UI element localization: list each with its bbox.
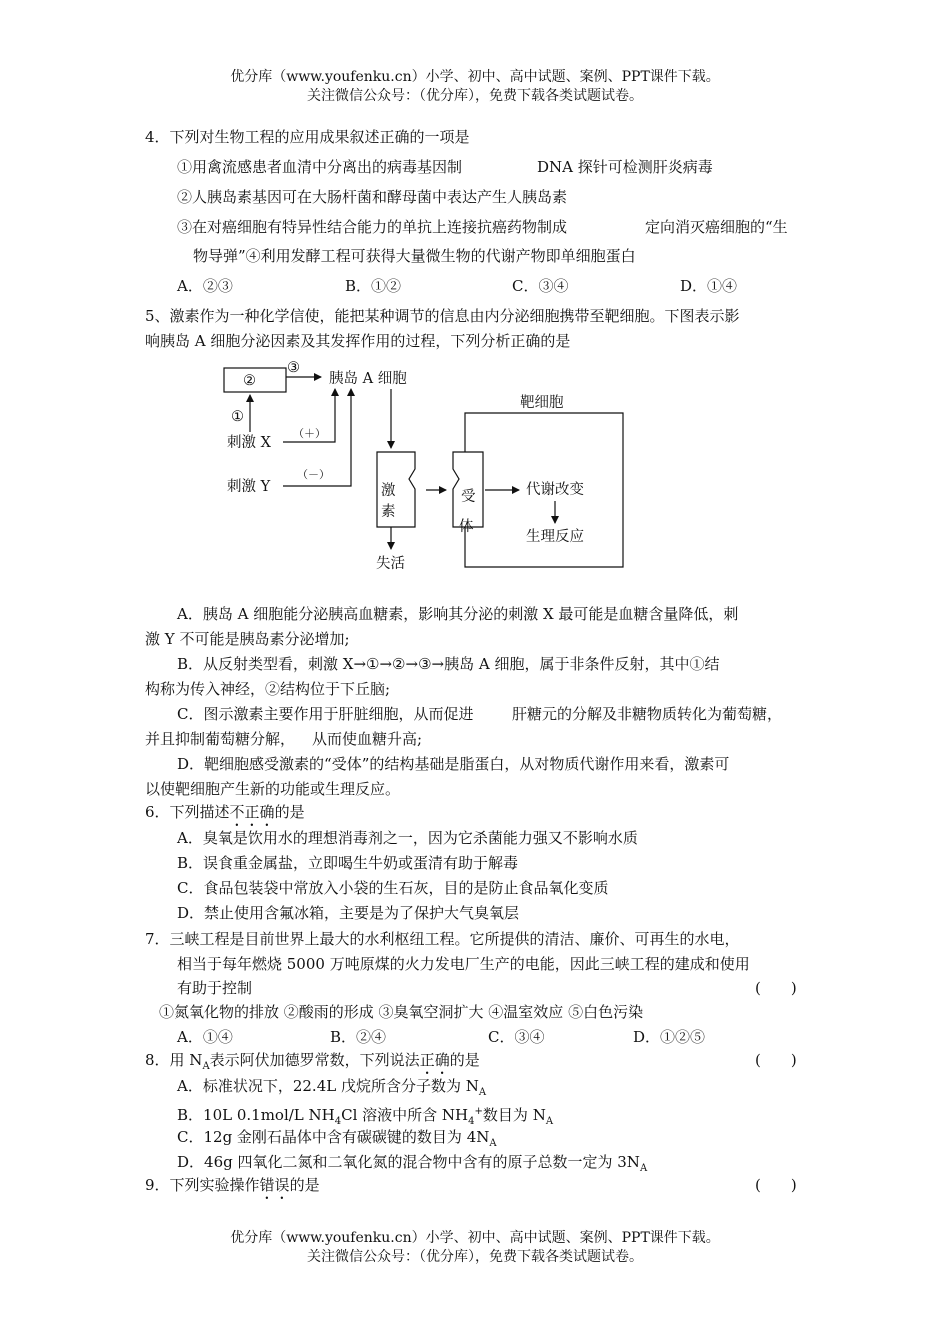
q7-items: ①氮氧化物的排放 ②酸雨的形成 ③臭氧空洞扩大 ④温室效应 ⑤白色污染	[159, 1003, 644, 1021]
q8-option-a: A．标准状况下，22.4L 戊烷所含分子数为 $N_A$	[177, 1077, 487, 1098]
q4-option-a: A．②③	[177, 277, 233, 295]
q7-option-d: D．①②⑤	[633, 1028, 706, 1046]
q8-answer-paren: ( )	[755, 1051, 797, 1069]
q4-option-b: B．①②	[345, 277, 402, 295]
q7-stem-line-1: 7．三峡工程是目前世界上最大的水利枢纽工程。它所提供的清洁、廉价、可再生的水电，	[145, 930, 740, 948]
q6-option-c: C．食品包装袋中常放入小袋的生石灰，目的是防止食品氧化变质	[177, 879, 609, 897]
q5-option-a-line-1: A．胰岛 A 细胞能分泌胰高血糖素，影响其分泌的刺激 X 最可能是血糖含量降低，刺	[177, 605, 739, 623]
diagram-stim-y: 刺激 Y	[227, 479, 271, 495]
q7-option-c: C．③④	[488, 1028, 545, 1046]
q4-statement-1a: ①用禽流感患者血清中分离出的病毒基因制	[177, 158, 463, 176]
header-line-1: 优分库（www.youfenku.cn）小学、初中、高中试题、案例、PPT课件下载。	[230, 69, 720, 85]
q4-statement-3c: 物导弹”④利用发酵工程可获得大量微生物的代谢产物即单细胞蛋白	[193, 247, 636, 265]
diagram-target-cell: 靶细胞	[520, 395, 564, 411]
q5-option-a-line-2: 激 Y 不可能是胰岛素分泌增加;	[145, 630, 350, 648]
diagram-hormone-2: 素	[381, 504, 396, 520]
q6-stem: 6．下列描述不正确的是	[145, 803, 305, 821]
diagram-receptor-1: 受	[461, 489, 476, 505]
diagram-label-1: ①	[231, 409, 244, 425]
q4-statement-1b: DNA 探针可检测肝炎病毒	[537, 158, 713, 176]
diagram-label-3: ③	[287, 360, 300, 376]
q8-option-b: B．10L 0.1mol/L $NH_4Cl$ 溶液中所含 $NH_4^+$数目为 $N_A$	[177, 1106, 554, 1127]
q9-emphasis: 错误	[259, 1176, 290, 1194]
q9-answer-paren: ( )	[755, 1176, 797, 1194]
q4-statement-2: ②人胰岛素基因可在大肠杆菌和酵母菌中表达产生人胰岛素	[177, 188, 568, 206]
q6-option-a: A．臭氧是饮用水的理想消毒剂之一，因为它杀菌能力强又不影响水质	[177, 829, 638, 847]
q8-emphasis: 正确	[419, 1051, 450, 1069]
q7-option-a: A．①④	[177, 1028, 233, 1046]
footer-line-2: 关注微信公众号：（优分库），免费下载各类试题试卷。	[307, 1249, 643, 1265]
q5-option-c-line-2a: 并且抑制葡萄糖分解，	[145, 730, 296, 748]
q5-stem-line-1: 5、激素作为一种化学信使，能把某种调节的信息由内分泌细胞携带至靶细胞。下图表示影	[145, 307, 740, 325]
header-line-2: 关注微信公众号：（优分库），免费下载各类试题试卷。	[307, 88, 643, 104]
diagram-plus: （＋）	[293, 427, 326, 440]
q6-option-d: D．禁止使用含氟冰箱，主要是为了保护大气臭氧层	[177, 904, 520, 922]
q5-option-d-line-2: 以使靶细胞产生新的功能或生理反应。	[145, 780, 401, 798]
q8-option-d: D．46g 四氧化二氮和二氧化氮的混合物中含有的原子总数一定为 $3N_A$	[177, 1153, 648, 1174]
q7-stem-line-3: 有助于控制	[177, 979, 253, 997]
footer-line-1: 优分库（www.youfenku.cn）小学、初中、高中试题、案例、PPT课件下载。	[230, 1230, 720, 1246]
q6-emphasis: 不正确	[229, 803, 275, 821]
q7-answer-paren: ( )	[755, 979, 797, 997]
q5-option-c-line-2b: 从而使血糖升高;	[312, 730, 423, 748]
diagram-minus: （－）	[297, 468, 330, 481]
q6-option-b: B．误食重金属盐，立即喝生牛奶或蛋清有助于解毒	[177, 854, 519, 872]
q4-option-c: C．③④	[512, 277, 569, 295]
diagram-stim-x: 刺激 X	[227, 435, 271, 451]
q5-option-d-line-1: D．靶细胞感受激素的“受体”的结构基础是脂蛋白，从对物质代谢作用来看，激素可	[177, 755, 730, 773]
diagram-receptor-2: 体	[459, 519, 474, 535]
q4-stem: 4．下列对生物工程的应用成果叙述正确的一项是	[145, 128, 470, 146]
q5-option-c-line-1a: C．图示激素主要作用于肝脏细胞，从而促进	[177, 705, 474, 723]
diagram-box2-label: ②	[243, 373, 256, 389]
q5-option-c-line-1b: 肝糖元的分解及非糖物质转化为葡萄糖，	[512, 705, 783, 723]
q5-stem-line-2: 响胰岛 A 细胞分泌因素及其发挥作用的过程，下列分析正确的是	[145, 332, 571, 350]
q7-stem-line-2: 相当于每年燃烧 5000 万吨原煤的火力发电厂生产的电能，因此三峡工程的建成和使用	[177, 955, 750, 973]
diagram-metabolic-change: 代谢改变	[526, 482, 584, 498]
q8-stem: 8．用 $N_A$表示阿伏加德罗常数，下列说法正确的是	[145, 1051, 480, 1072]
hormone-regulation-diagram	[215, 355, 635, 580]
q4-statement-3b: 定向消灭癌细胞的“生	[645, 218, 788, 236]
diagram-hormone-1: 激	[381, 483, 396, 499]
diagram-islet-label: 胰岛 A 细胞	[329, 371, 407, 387]
q8-option-c: C．12g 金刚石晶体中含有碳碳键的数目为 $4N_A$	[177, 1128, 497, 1149]
q7-option-b: B．②④	[330, 1028, 387, 1046]
q5-option-b-line-2: 构称为传入神经，②结构位于下丘脑;	[145, 680, 391, 698]
q9-stem: 9．下列实验操作错误的是	[145, 1176, 320, 1194]
q4-option-d: D．①④	[680, 277, 738, 295]
diagram-physiological-response: 生理反应	[526, 529, 584, 545]
diagram-inactive: 失活	[376, 556, 405, 572]
q4-statement-3a: ③在对癌细胞有特异性结合能力的单抗上连接抗癌药物制成	[177, 218, 568, 236]
q5-option-b-line-1: B．从反射类型看，刺激 X→①→②→③→胰岛 A 细胞，属于非条件反射，其中①结	[177, 655, 720, 673]
